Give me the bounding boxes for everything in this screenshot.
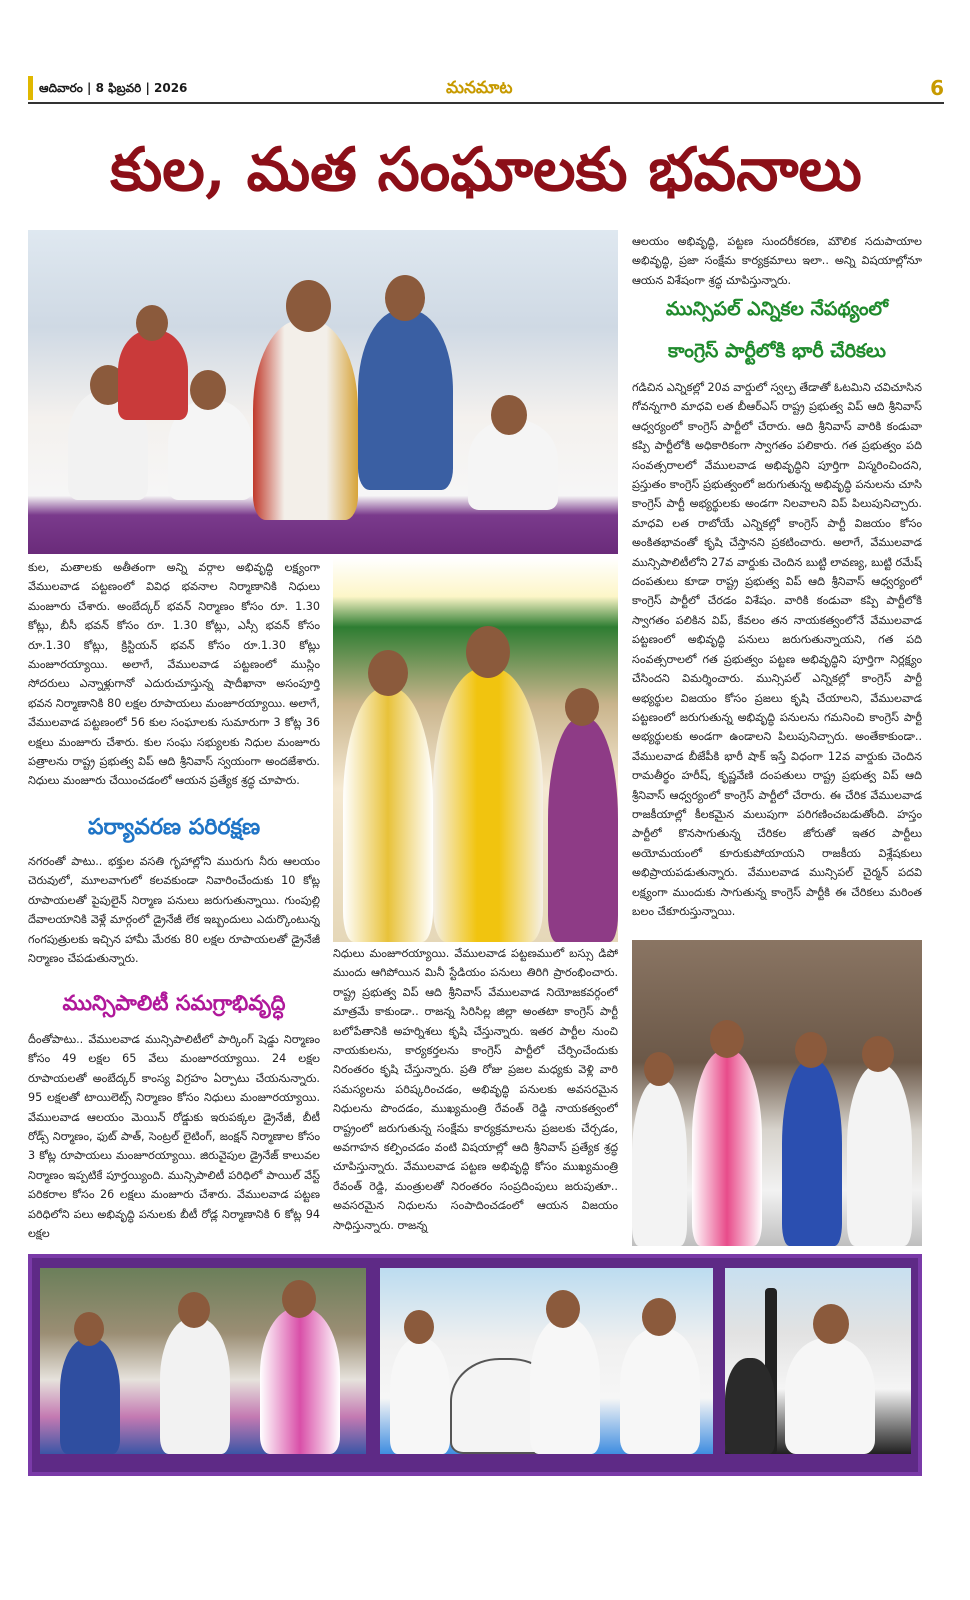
photo-figure xyxy=(692,1050,762,1246)
photo-figure xyxy=(632,1080,687,1246)
photo-figure-head xyxy=(282,1280,316,1318)
photo-figure-head xyxy=(190,370,226,410)
photo-figure-head xyxy=(385,275,425,321)
photo-figure-head xyxy=(286,280,331,332)
photo-figure xyxy=(530,1318,600,1454)
photo-figure xyxy=(343,688,433,942)
photo-figure-head xyxy=(491,395,527,435)
photo-figure xyxy=(620,1328,700,1454)
photo-figure xyxy=(118,330,188,420)
article-column-right: గడిచిన ఎన్నికల్లో 20వ వార్డులో స్వల్ప తేడాతో ఓటమిని చవిచూసిన గోవన్నగారి మాధవి లత బీఆర్ఎస్ రాష్ట్ర ప్రభుత్వ విప్ ఆది శ్రీనివాస్ ఆధ్వర్యంలో కాంగ్రెస్ పార్టీలో చేరారు. ఆది శ్రీనివాస్ వారికి కండువా కప్పి పార్టీలోకి అధికారికంగా స్వాగతం పలికారు. గత ప్రభుత్వం పది సంవత్సరాలలో వేములవాడ అభివృద్ధిని పూర్తిగా విస్మరించిందని, ప్రస్తుతం కాంగ్రెస్ ప్రభుత్వంలో జరుగుతున్న అభివృద్ధి పనులను చూసి కాంగ్రెస్ పార్టీ అభ్యర్థులకు అండగా నిలవాలని విప్ పిలుపునిచ్చారు. మాధవి లత రాబోయే ఎన్నికల్లో కాంగ్రెస్ పార్టీ విజయం కోసం అంకితభావంతో కృషి చేస్తానని ప్రకటించారు. అలాగే, వేములవాడ మున్సిపాలిటీలోని 27వ వార్డుకు చెందిన బుట్టి లావణ్య, బుట్టి రమేష్ దంపతులు కూడా రాష్ట్ర ప్రభుత్వ విప్ ఆది శ్రీనివాస్ ఆధ్వర్యంలో కాంగ్రెస్ పార్టీలో చేరడం విశేషం. వారికి కండువా కప్పి పార్టీలోకి స్వాగతం పలికిన విప్, కేవలం తన నాయకత్వంలోనే వేములవాడ పట్టణంలో అభివృద్ధి పనులు జరుగుతున్నాయని, గత పది సంవత్సరాలలో గత ప్రభుత్వం పట్టణ అభివృద్ధిని పూర్తిగా నిర్లక్ష్యం చేసిందని విమర్శించారు. మున్సిపల్ ఎన్నికల్లో కాంగ్రెస్ పార్టీ అభ్యర్థుల విజయం కోసం ప్రజలు కృషి చేయాలని, వేములవాడ పట్టణంలో జరుగుతున్న అభివృద్ధి పనులను గమనించి కాంగ్రెస్ పార్టీ అభ్యర్థులకు అండగా ఉండాలని పిలుపునిచ్చారు. అంతేకాకుండా.. వేములవాడ బీజేపీకి భారీ షాక్ ఇస్తే విధంగా 12వ వార్డుకు చెందిన రామతీర్థం హరీష్, కృష్ణవేణి దంపతులు రాష్ట్ర ప్రభుత్వ విప్ ఆది శ్రీనివాస్ ఆధ్వర్యంలో కాంగ్రెస్ పార్టీలో చేరారు. ఈ చేరిక వేములవాడ రాజకీయాల్లో కీలకమైన మలుపుగా పరిగణించబడుతోంది. హస్తం పార్టీలో కొనసాగుతున్న చేరికల జోరుతో ఇతర పార్టీలు అయోమయంలో కూరుకుపోయాయని రాజకీయ విశ్లేషకులు అభిప్రాయపడుతున్నారు. వేములవాడ మున్సిపల్ చైర్మన్ పదవి లక్ష్యంగా ముందుకు సాగుతున్న కాంగ్రెస్ పార్టీకి ఈ చేరికలు మరింత బలం చేకూరుస్తున్నాయి. xyxy=(632,381,922,918)
photo-figure xyxy=(160,1318,230,1454)
photo-figure-head xyxy=(178,1292,210,1328)
article-column-left-c: దీంతోపాటు.. వేములవాడ మున్సిపాలిటీలో పార్కింగ్ షెడ్డు నిర్మాణం కోసం 49 లక్షల 65 వేలు మంజూరయ్యాయి. 24 లక్షల రూపాయలతో అంబేద్కర్ కాంస్య విగ్రహం ఏర్పాటు చేయనున్నారు. 95 లక్షలతో టాయిలెట్స్ నిర్మాణం కోసం నిధులు మంజూరయ్యాయి. వేములవాడ ఆలయం మెయిన్ రోడ్డుకు ఇరుపక్కల డ్రైనేజీ, బీటీ రోడ్స్ నిర్మాణం, ఫుట్ పాత్, సెంట్రల్ లైటింగ్, జంక్షన్ నిర్మాణాల కోసం 3 కోట్ల రూపాయలు మంజూరయ్యాయి. జిరువైపుల డ్రైనేజ్ కాలువల నిర్మాణం ఇప్పటికే పూర్తయ్యింది. మున్సిపాలిటీ పరిధిలో పాయిల్ వేస్ట్ పరికరాల కోసం 26 లక్షలు మంజూరు చేశారు. వేములవాడ పట్టణ పరిధిలోని పలు అభివృద్ధి పనులకు బీటీ రోడ్ల నిర్మాణానికి 6 కోట్ల 94 లక్షల xyxy=(28,1033,320,1241)
masthead xyxy=(28,76,944,100)
photo-figure-head xyxy=(642,1298,676,1336)
photo-figure xyxy=(548,718,618,942)
photo-ribbon-cutting xyxy=(333,558,618,942)
article-column-top-right: ఆలయం అభివృద్ధి, పట్టణ సుందరీకరణ, మౌలిక సదుపాయాల అభివృద్ధి, ప్రజా సంక్షేమ కార్యక్రమాలు ఇలా.. అన్ని విషయాల్లోనూ ఆయన విశేషంగా శ్రద్ధ చూపిస్తున్నారు. xyxy=(632,235,922,287)
masthead-divider xyxy=(28,102,944,104)
newspaper-brand: మనమాట xyxy=(446,78,513,98)
photo-rally-placard xyxy=(380,1268,713,1454)
photo-figure xyxy=(390,1338,450,1454)
photo-figure-head xyxy=(862,1036,894,1072)
subheading-environment-protection: పర్యావరణ పరిరక్షణ xyxy=(87,814,261,840)
photo-party-joining xyxy=(632,940,922,1246)
article-column-left-b: నగరంతో పాటు.. భక్తుల వసతి గృహాల్లోని మురుగు నీరు ఆలయం చెరువులో, మూలవాగులో కలవకుండా నివారించేందుకు 10 కోట్ల రూపాయలతో పైపులైన్ నిర్మాణ పనులు జరుగుతున్నాయి. గుంపుల్లి దేవాలయానికి వెళ్లే మార్గంలో డ్రైనేజీ లేక ఇబ్బందులు ఎదుర్కొంటున్న గంగపుత్రులకు ఇచ్చిన హామీ మేరకు 80 లక్షల రూపాయలతో డ్రైనేజీ నిర్మాణం చేపడుతున్నారు. xyxy=(28,855,320,966)
photo-figure xyxy=(253,320,358,520)
subheading-municipal-elections: మున్సిపల్ ఎన్నికల నేపథ్యంలో xyxy=(665,298,889,320)
photo-figure-head xyxy=(136,305,168,341)
photo-figure-head xyxy=(795,1032,827,1068)
photo-figure-head xyxy=(546,1290,580,1328)
photo-figure xyxy=(847,1065,912,1246)
article-column-middle: నిధులు మంజూరయ్యాయి. వేములవాడ పట్టణములో బస్సు డిపో ముందు ఆగిపోయిన మినీ స్టేడియం పనులు తిరిగి ప్రారంభించారు. రాష్ట్ర ప్రభుత్వ విప్ ఆది శ్రీనివాస్ వేములవాడ నియోజకవర్గంలో మాత్రమే కాకుండా.. రాజన్న సిరిసిల్ల జిల్లా అంతటా కాంగ్రెస్ పార్టీ బలోపేతానికి అహర్నిశలు కృషి చేస్తున్నారు. ఇతర పార్టీల నుంచి నాయకులను, కార్యకర్తలను కాంగ్రెస్ పార్టీలో చేర్పించేందుకు నిరంతరం కృషి చేస్తున్నారు. ప్రతి రోజు ప్రజల మధ్యకు వెళ్లి వారి సమస్యలను పరిష్కరించడం, అభివృద్ధి పనులకు అవసరమైన నిధులను పొందడం, ముఖ్యమంత్రి రేవంత్ రెడ్డి నాయకత్వంలో రాష్ట్రంలో జరుగుతున్న సంక్షేమ కార్యక్రమాలను ప్రజలకు చేర్చడం, అవగాహన కల్పించడం వంటి విషయాల్లో ఆది శ్రీనివాస్ ప్రత్యేక శ్రద్ధ చూపిస్తున్నారు. వేములవాడ పట్టణ అభివృద్ధి కోసం ముఖ్యమంత్రి రేవంత్ రెడ్డి, మంత్రులతో నిరంతరం సంప్రదింపులు జరుపుతూ.. అవసరమైన నిధులను సంపాదించడంలో ఆయన విజయం సాధిస్తున్నారు. రాజన్న xyxy=(333,947,618,1232)
photo-figure xyxy=(433,668,543,942)
photo-figure xyxy=(782,1060,842,1246)
page-number: 6 xyxy=(930,76,944,100)
photo-figure-head xyxy=(368,650,408,696)
photo-figure xyxy=(725,1358,775,1454)
photo-figure-head xyxy=(813,1304,849,1344)
photo-figure-head xyxy=(565,688,599,726)
photo-figure xyxy=(260,1308,340,1454)
photo-figure-head xyxy=(710,1020,744,1058)
photo-figure-head xyxy=(644,1052,674,1086)
issue-date: ఆదివారం | 8 ఫిబ్రవరి | 2026 xyxy=(28,76,187,100)
photo-figure xyxy=(60,1338,120,1454)
photo-figure-head xyxy=(466,626,510,678)
page-headline: కుల, మత సంఘాలకు భవనాలు xyxy=(110,135,862,205)
photo-figure xyxy=(358,310,453,490)
photo-torch-rally xyxy=(725,1268,911,1454)
photo-figure-head xyxy=(74,1312,104,1346)
photo-leader-addressing-crowd xyxy=(28,230,618,554)
subheading-municipality-development: మున్సిపాలిటీ సమగ్రాభివృద్ధి xyxy=(62,990,286,1015)
article-column-left-a: కుల, మతాలకు అతీతంగా అన్ని వర్గాల అభివృద్ధి లక్ష్యంగా వేములవాడ పట్టణంలో వివిధ భవనాల నిర్మాణానికి నిధులు మంజూరు చేశారు. అంబేద్కర్ భవన్ నిర్మాణం కోసం రూ. 1.30 కోట్లు, బీసీ భవన్ కోసం రూ. 1.30 కోట్లు, ఎస్సీ భవన్ కోసం రూ.1.30 కోట్లు, క్రిస్టియన్ భవన్ కోసం రూ.1.30 కోట్లు మంజూరయ్యాయి. అలాగే, వేములవాడ పట్టణంలో ముస్లిం సోదరులు ఎన్నాళ్లుగానో ఎదురుచూస్తున్న షాదీఖానా అసంపూర్తి భవన నిర్మాణానికి 80 లక్షల రూపాయలు మంజూరయ్యాయి. అలాగే, వేములవాడ పట్టణంలో 56 కుల సంఘాలకు సుమారుగా 3 కోట్ల 36 లక్షలు మంజూరు చేశారు. కుల సంఘ సభ్యులకు నిధుల మంజూరు పత్రాలను రాష్ట్ర ప్రభుత్వ విప్ ఆది శ్రీనివాస్ స్వయంగా అందజేశారు. నిధులు మంజూరు చేయించడంలో ఆయన ప్రత్యేక శ్రద్ధ చూపారు. xyxy=(28,561,320,788)
subheading-congress-joinings: కాంగ్రెస్ పార్టీలోకి భారీ చేరికలు xyxy=(668,340,886,362)
photo-figure-head xyxy=(404,1310,434,1344)
photo-figure xyxy=(785,1338,875,1454)
photo-village-visit xyxy=(40,1268,366,1454)
